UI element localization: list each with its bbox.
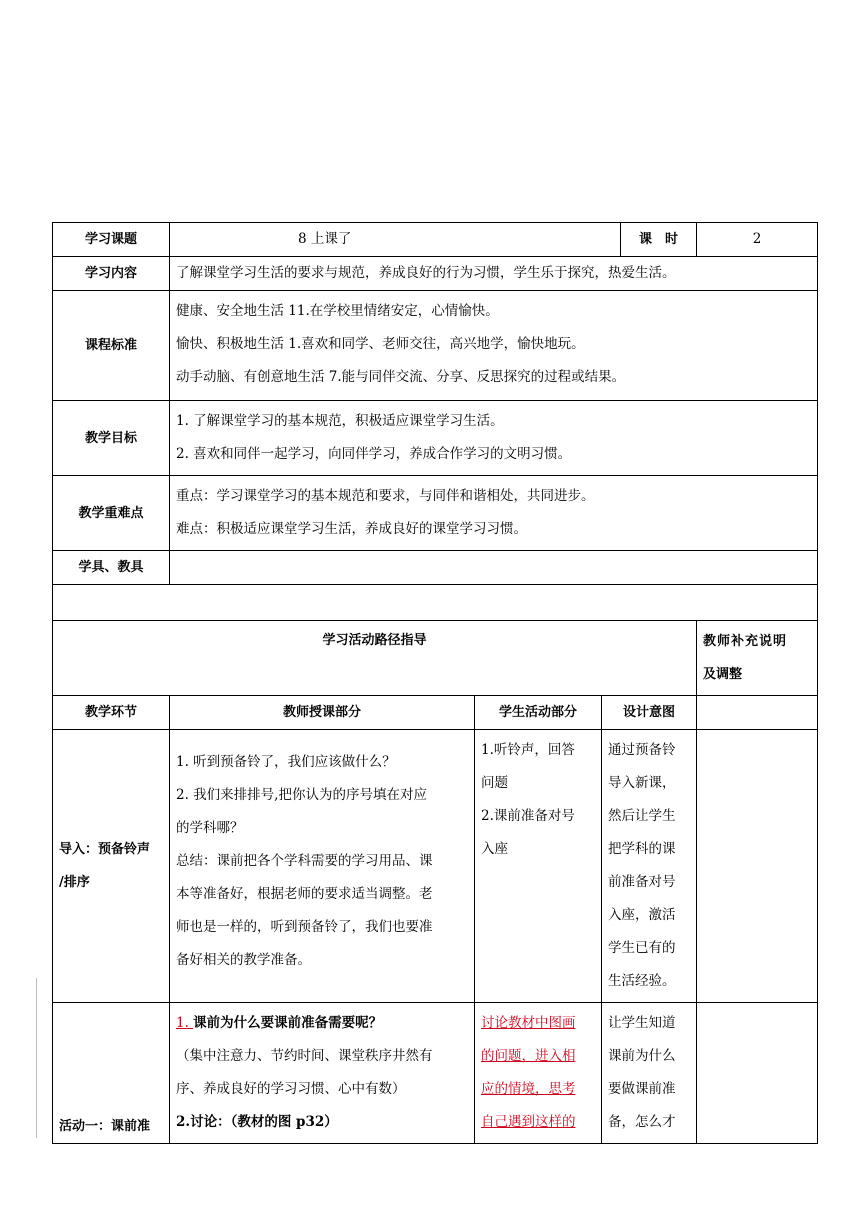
- standard-row: [53, 291, 818, 401]
- goals-row: [53, 401, 818, 476]
- activity1-stage: 活动一：课前准: [53, 1003, 170, 1144]
- columns-row: [53, 696, 818, 730]
- col-student: 学生活动部分: [475, 696, 602, 730]
- page-margin-line: [36, 978, 37, 1138]
- topic-value: 8 上课了: [170, 223, 621, 257]
- activity1-intent: 让学生知道 课前为什么 要做课前准 备，怎么才: [602, 1003, 697, 1144]
- key-points-label: 教学重难点: [53, 476, 170, 551]
- goals-label: 教学目标: [53, 401, 170, 476]
- topic-row: [53, 223, 818, 257]
- intro-intent: 通过预备铃 导入新课， 然后让学生 把学科的课 前准备对号 入座，激活 学生已有的 生活经验。: [602, 730, 697, 1003]
- period-value: 2: [697, 223, 818, 257]
- content-row: [53, 257, 818, 291]
- tools-row: [53, 551, 818, 585]
- tools-label: 学具、教具: [53, 551, 170, 585]
- activity1-teacher: 1. 课前为什么要课前准备需要呢？ （集中注意力、节约时间、课堂秩序井然有 序、养成良好的学习习惯、心中有数） 2.讨论：（教材的图 p32）: [170, 1003, 475, 1144]
- standard-text: 健康、安全地生活 11.在学校里情绪安定，心情愉快。 愉快、积极地生活 1.喜欢和同学、老师交往，高兴地学，愉快地玩。 动手动脑、有创意地生活 7.能与同伴交流、分享、反思探究的过程或结果。: [170, 291, 818, 401]
- content-label: 学习内容: [53, 257, 170, 291]
- lesson-plan-table: [52, 222, 818, 1144]
- period-label: 课 时: [621, 223, 697, 257]
- col-intent: 设计意图: [602, 696, 697, 730]
- intro-student: 1.听铃声，回答 问题 2.课前准备对号 入座: [475, 730, 602, 1003]
- guide-title: 学习活动路径指导: [53, 621, 697, 696]
- col-stage: 教学环节: [53, 696, 170, 730]
- intro-stage: 导入：预备铃声 /排序: [53, 730, 170, 1003]
- key-points-row: [53, 476, 818, 551]
- spacer-row: [53, 585, 818, 621]
- content-text: 了解课堂学习生活的要求与规范，养成良好的行为习惯，学生乐于探究，热爱生活。: [170, 257, 818, 291]
- key-points-text: 重点：学习课堂学习的基本规范和要求，与同伴和谐相处，共同进步。 难点：积极适应课堂学习生活，养成良好的课堂学习习惯。: [170, 476, 818, 551]
- tools-value: [170, 551, 818, 585]
- intro-row: [53, 730, 818, 1003]
- guide-row: [53, 621, 818, 696]
- goals-text: 1. 了解课堂学习的基本规范，积极适应课堂学习生活。 2. 喜欢和同伴一起学习，向同伴学习，养成合作学习的文明习惯。: [170, 401, 818, 476]
- activity1-student: 讨论教材中图画 的问题，进入相 应的情境，思考 自己遇到这样的: [475, 1003, 602, 1144]
- col-teacher: 教师授课部分: [170, 696, 475, 730]
- activity1-row: [53, 1003, 818, 1144]
- intro-teacher: 1. 听到预备铃了，我们应该做什么？ 2. 我们来排排号,把你认为的序号填在对应 的学科哪？ 总结：课前把各个学科需要的学习用品、课 本等准备好，根据老师的要求适当调整。老 师也是一样的，听到预备铃了，我们也要准 备好相关的教学准备。: [170, 730, 475, 1003]
- topic-label: 学习课题: [53, 223, 170, 257]
- teacher-note-header: 教师补充说明 及调整: [697, 621, 818, 696]
- standard-label: 课程标准: [53, 291, 170, 401]
